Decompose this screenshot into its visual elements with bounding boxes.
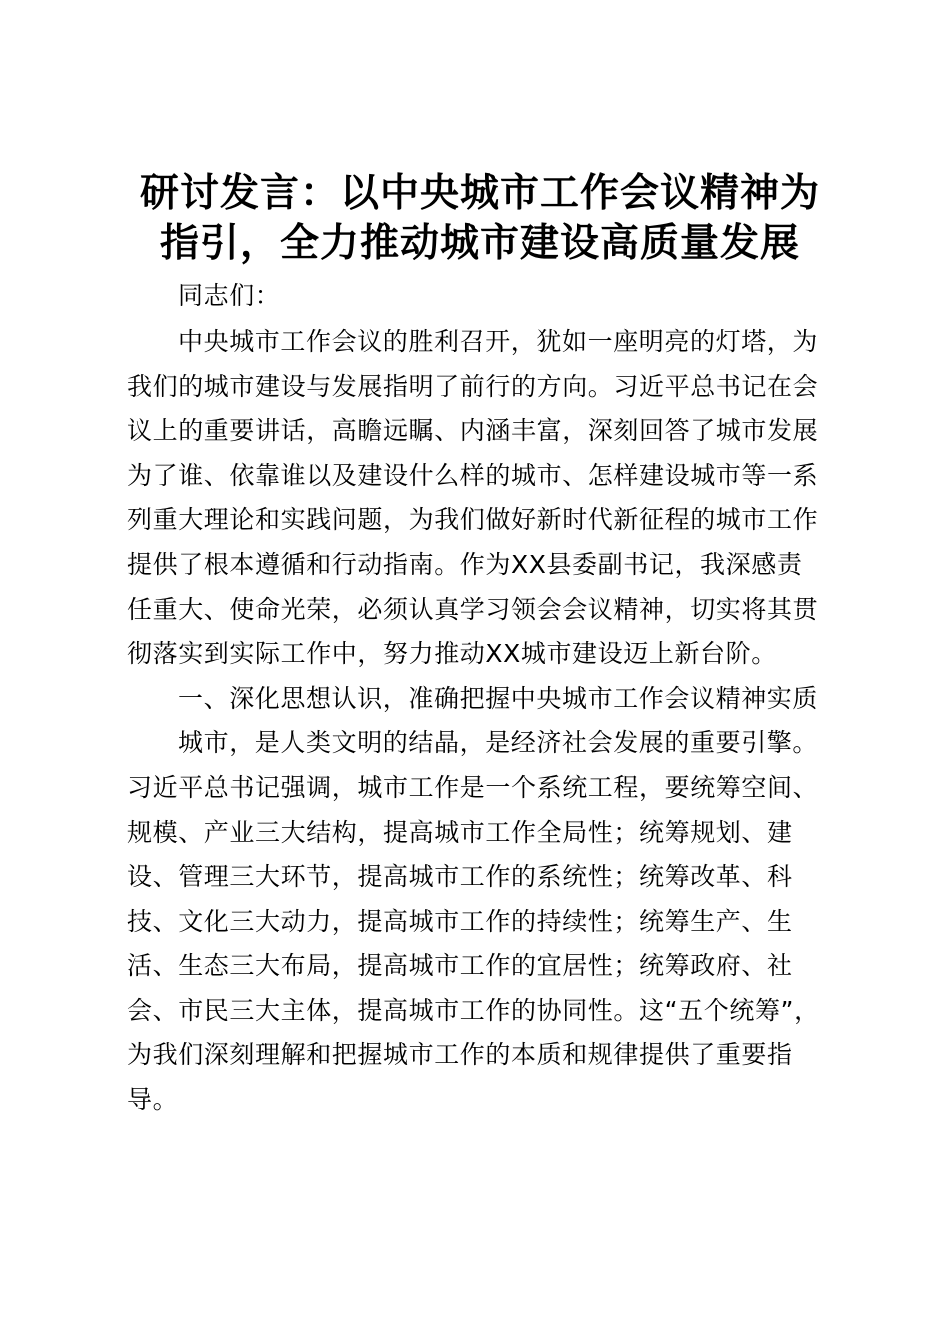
- paragraph-1-line: 提供了根本遵循和行动指南。作为XX县委副书记，我深感责: [127, 550, 803, 579]
- paragraph-2-line: 会、市民三大主体，提高城市工作的协同性。这“五个统筹”，: [127, 996, 820, 1025]
- paragraph-1-line: 我们的城市建设与发展指明了前行的方向。习近平总书记在会: [127, 372, 819, 401]
- paragraph-1-line: 任重大、使命光荣，必须认真学习领会会议精神，切实将其贯: [127, 595, 819, 624]
- paragraph-1-line: 为了谁、依靠谁以及建设什么样的城市、怎样建设城市等一系: [127, 461, 819, 490]
- paragraph-1-line: 彻落实到实际工作中，努力推动XX城市建设迈上新台阶。: [127, 639, 777, 668]
- document-title-line-2: 指引，全力推动城市建设高质量发展: [159, 220, 800, 266]
- paragraph-2-line: 规模、产业三大结构，提高城市工作全局性；统筹规划、建: [127, 818, 793, 847]
- paragraph-1-line: 议上的重要讲话，高瞻远瞩、内涵丰富，深刻回答了城市发展: [127, 416, 819, 445]
- paragraph-1-line: 中央城市工作会议的胜利召开，犹如一座明亮的灯塔，为: [178, 327, 819, 356]
- paragraph-2-line: 习近平总书记强调，城市工作是一个系统工程，要统筹空间、: [127, 773, 819, 802]
- salutation: 同志们：: [178, 281, 281, 310]
- paragraph-2-line: 设、管理三大环节，提高城市工作的系统性；统筹改革、科: [127, 862, 793, 891]
- paragraph-2-line: 活、生态三大布局，提高城市工作的宜居性；统筹政府、社: [127, 951, 793, 980]
- paragraph-2-line: 导。: [127, 1085, 179, 1114]
- section-heading-1: 一、深化思想认识，准确把握中央城市工作会议精神实质: [178, 684, 819, 713]
- paragraph-2-line: 技、文化三大动力，提高城市工作的持续性；统筹生产、生: [127, 907, 793, 936]
- paragraph-1-line: 列重大理论和实践问题，为我们做好新时代新征程的城市工作: [127, 505, 819, 534]
- paragraph-2-line: 为我们深刻理解和把握城市工作的本质和规律提供了重要指: [127, 1040, 793, 1069]
- document-title-line-1: 研讨发言：以中央城市工作会议精神为: [139, 170, 820, 216]
- paragraph-2-line: 城市，是人类文明的结晶，是经济社会发展的重要引擎。: [178, 728, 819, 757]
